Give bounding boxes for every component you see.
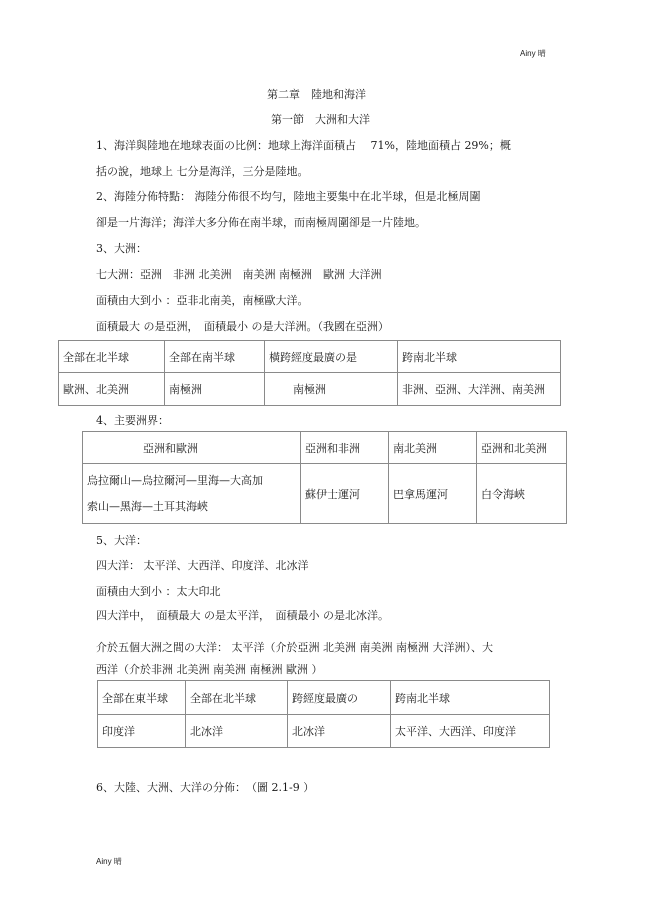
table-row <box>98 715 550 748</box>
section-3-heading: 3、大洲： <box>96 242 147 255</box>
chapter-title: 第二章 陸地和海洋 <box>267 88 366 101</box>
table-cell: 全部在北半球 <box>186 681 288 715</box>
section-5-line-2: 面積由大到小 ：太大印北 <box>96 585 221 598</box>
paragraph-2-line-1: 2、海陸分佈特點： 海陸分佈很不均勻，陸地主要集中在北半球，但是北極周圍 <box>96 190 481 203</box>
section-5-heading: 5、大洋： <box>96 534 147 547</box>
table-row <box>59 373 561 406</box>
table-cell: 太平洋、大西洋、印度洋 <box>391 715 550 748</box>
table-cell: 亞洲和非洲 <box>301 432 389 464</box>
oceans-table <box>97 680 550 748</box>
table-row <box>98 681 550 715</box>
table-cell: 南極洲 <box>165 373 265 406</box>
table-cell: 南北美洲 <box>389 432 477 464</box>
section-4-heading: 4、主要洲界： <box>96 414 169 427</box>
section-3-line-3: 面積最大 の是亞洲， 面積最小 の是大洋洲。（我國在亞洲） <box>96 320 389 333</box>
section-5-line-1: 四大洋： 太平洋、大西洋、印度洋、北冰洋 <box>96 559 309 572</box>
table-cell: 亞洲和北美洲 <box>477 432 567 464</box>
table-row <box>59 341 561 373</box>
paragraph-2-line-2: 卻是一片海洋；海洋大多分佈在南半球，而南極周圍卻是一片陸地。 <box>96 216 426 229</box>
table-cell: 印度洋 <box>98 715 186 748</box>
table-cell: 亞洲和歐洲 <box>83 432 301 464</box>
table-cell: 橫跨經度最廣の是 <box>265 341 398 373</box>
table-row <box>83 432 567 464</box>
table-cell: 全部在東半球 <box>98 681 186 715</box>
table-cell: 北冰洋 <box>186 715 288 748</box>
table-cell: 跨經度最廣の <box>288 681 391 715</box>
section-title: 第一節 大洲和大洋 <box>271 113 370 126</box>
table-cell: 全部在北半球 <box>59 341 165 373</box>
table-cell: 全部在南半球 <box>165 341 265 373</box>
table-cell: 白令海峽 <box>477 464 567 524</box>
section-5-line-5: 西洋（介於非洲 北美洲 南美洲 南極洲 歐洲 ） <box>96 663 323 676</box>
table-cell: 跨南北半球 <box>398 341 561 373</box>
boundary-line-2: 索山—黑海—土耳其海峽 <box>87 499 208 513</box>
section-5-line-3: 四大洋中， 面積最大 の是太平洋， 面積最小 の是北冰洋。 <box>96 609 389 622</box>
section-5-line-4: 介於五個大洲之間の大洋： 太平洋（介於亞洲 北美洲 南美洲 南極洲 大洋洲）、大 <box>96 641 493 654</box>
table-row <box>83 464 567 524</box>
boundary-line-1: 烏拉爾山—烏拉爾河—里海—大高加 <box>87 473 263 487</box>
table-cell: 非洲、亞洲、大洋洲、南美洲 <box>398 373 561 406</box>
table-cell: 巴拿馬運河 <box>389 464 477 524</box>
paragraph-1-line-1: 1、海洋與陸地在地球表面の比例：地球上海洋面積占 71%，陸地面積占 29%；概 <box>96 139 511 152</box>
footer-author: Ainy 晴 <box>96 857 122 866</box>
header-author: Ainy 晴 <box>520 49 546 58</box>
section-6-line: 6、大陸、大洲、大洋の分佈： （圖 2.1-9 ） <box>96 781 315 794</box>
table-cell: 跨南北半球 <box>391 681 550 715</box>
table-cell: 南極洲 <box>265 373 398 406</box>
table-cell <box>83 464 301 524</box>
table-cell: 歐洲、北美洲 <box>59 373 165 406</box>
section-3-line-1: 七大洲：亞洲 非洲 北美洲 南美洲 南極洲 歐洲 大洋洲 <box>96 268 382 281</box>
table-cell: 北冰洋 <box>288 715 391 748</box>
paragraph-1-line-2: 括の說，地球上 七分是海洋，三分是陸地。 <box>96 165 309 178</box>
boundaries-table <box>82 431 567 524</box>
table-cell: 蘇伊士運河 <box>301 464 389 524</box>
continents-table <box>58 340 561 406</box>
section-3-line-2: 面積由大到小 ：亞非北南美，南極歐大洋。 <box>96 294 309 307</box>
